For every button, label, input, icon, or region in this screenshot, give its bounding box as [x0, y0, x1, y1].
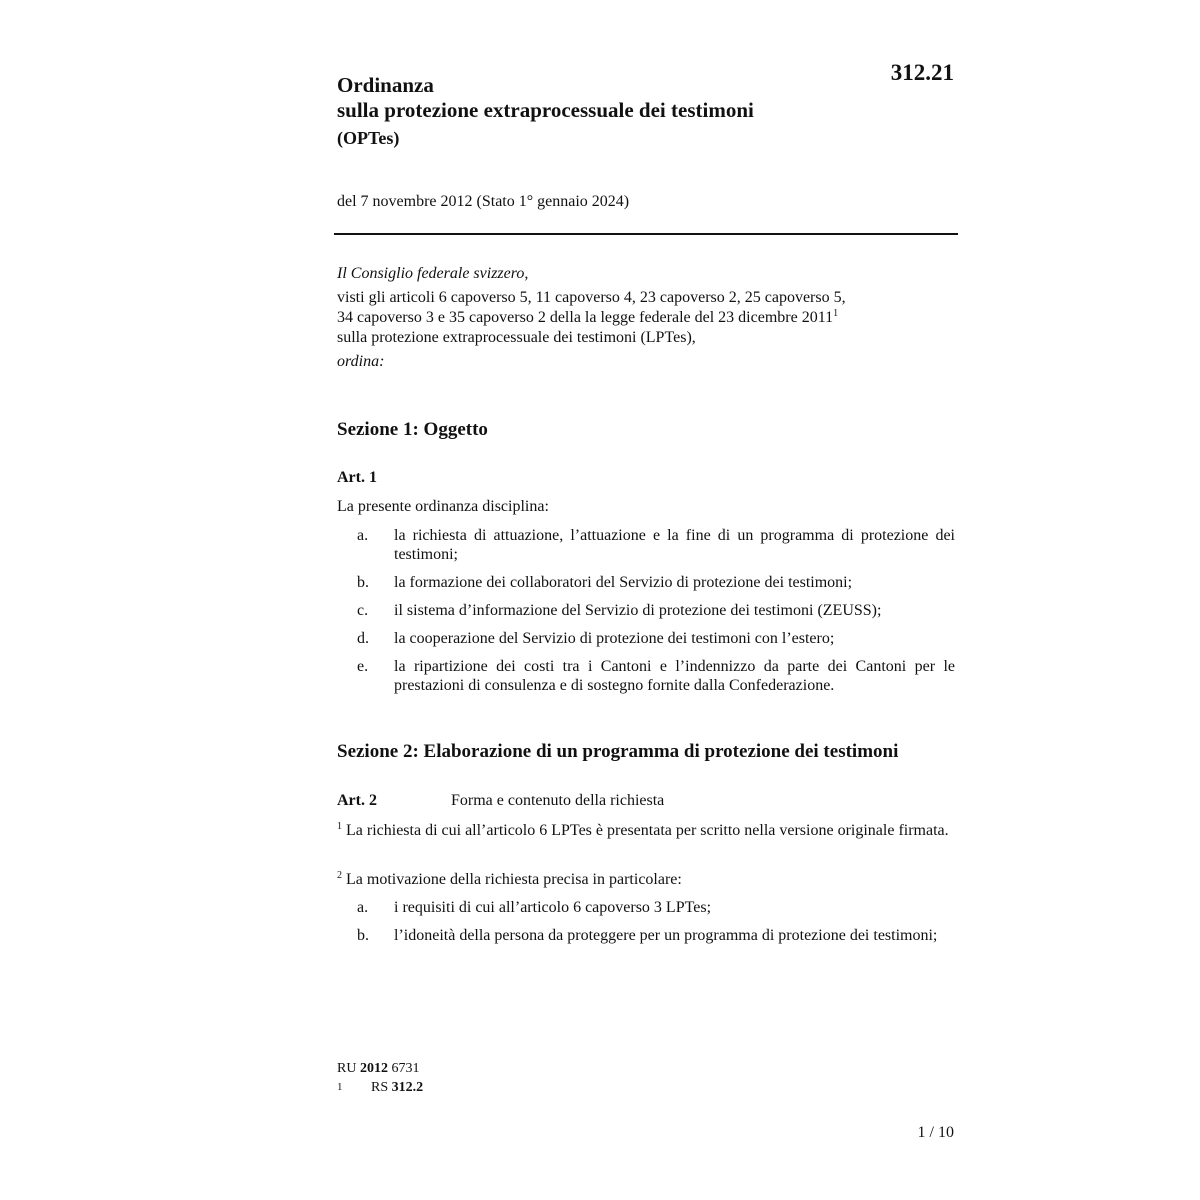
- footnotes: [337, 1059, 423, 1097]
- ru-prefix: RU: [337, 1061, 357, 1076]
- footnote-ref-1[interactable]: 1: [833, 308, 839, 319]
- paragraph-text: La richiesta di cui all’articolo 6 LPTes è presentata per scritto nella versione originale firmata.: [346, 822, 949, 839]
- section-2-heading: Sezione 2: Elaborazione di un programma di protezione dei testimoni: [337, 741, 899, 762]
- article-2-paragraph-2: [337, 870, 955, 889]
- footnote-1-mark: 1: [337, 1081, 343, 1093]
- list-item: [337, 573, 955, 592]
- title-abbreviation: (OPTes): [337, 128, 400, 148]
- list-item-letter: a.: [357, 899, 369, 916]
- preamble: [337, 264, 957, 372]
- ru-page: 6731: [391, 1061, 420, 1076]
- header-divider: [334, 233, 958, 235]
- list-item: [337, 629, 955, 648]
- list-item-letter: b.: [357, 574, 369, 591]
- footnote-1: [337, 1078, 423, 1097]
- preamble-ordains: ordina:: [337, 353, 385, 370]
- preamble-basis-line-2-text: 34 capoverso 3 e 35 capoverso 2 della la legge federale del 23 dicembre 2011: [337, 309, 834, 326]
- preamble-basis-line-2: [337, 308, 957, 328]
- section-1-heading: Sezione 1: Oggetto: [337, 419, 488, 440]
- list-item-text: la ripartizione dei costi tra i Cantoni e l’indennizzo da parte dei Cantoni per le prestazioni di consulenza e di sostegno fornite dalla Confederazione.: [394, 658, 955, 694]
- list-item: [337, 601, 955, 620]
- list-item-letter: e.: [357, 658, 369, 675]
- list-item: [337, 526, 955, 564]
- article-2-heading: [337, 792, 664, 810]
- paragraph-number: 1: [337, 821, 342, 832]
- article-2-paragraph-1: [337, 821, 955, 840]
- list-item-letter: a.: [357, 527, 369, 544]
- footnote-1-ref[interactable]: 312.2: [391, 1080, 424, 1095]
- list-item-text: il sistema d’informazione del Servizio di protezione dei testimoni (ZEUSS);: [394, 602, 882, 619]
- title-line-1: Ordinanza: [337, 73, 434, 97]
- footnote-1-text: [371, 1078, 423, 1097]
- article-1-number: Art. 1: [337, 469, 377, 486]
- preamble-basis-line-1: visti gli articoli 6 capoverso 5, 11 capoverso 4, 23 capoverso 2, 25 capoverso 5,: [337, 289, 846, 306]
- document-page: [337, 0, 957, 1200]
- preamble-authority: Il Consiglio federale svizzero,: [337, 265, 529, 282]
- article-2-number: Art. 2: [337, 792, 377, 809]
- sr-number: 312.21: [890, 60, 954, 85]
- list-item-text: la richiesta di attuazione, l’attuazione e la fine di un programma di protezione dei testimoni;: [394, 527, 955, 563]
- list-item-letter: b.: [357, 927, 369, 944]
- paragraph-number: 2: [337, 870, 342, 881]
- title-line-2: sulla protezione extraprocessuale dei testimoni: [337, 98, 754, 122]
- page-number: 1 / 10: [917, 1124, 954, 1141]
- list-item-letter: c.: [357, 602, 369, 619]
- list-item-letter: d.: [357, 630, 369, 647]
- preamble-basis-line-3: sulla protezione extraprocessuale dei testimoni (LPTes),: [337, 329, 696, 346]
- list-item: [337, 926, 955, 945]
- list-item-text: l’idoneità della persona da proteggere per un programma di protezione dei testimoni;: [394, 927, 938, 944]
- list-item: [337, 898, 955, 917]
- article-1-list: [337, 526, 955, 704]
- ru-reference: [337, 1059, 423, 1078]
- footnote-1-prefix: RS: [371, 1080, 389, 1095]
- article-1-heading: [337, 469, 451, 487]
- article-2-title: Forma e contenuto della richiesta: [451, 792, 665, 809]
- article-1-intro: La presente ordinanza disciplina:: [337, 498, 549, 515]
- list-item-text: la cooperazione del Servizio di protezione dei testimoni con l’estero;: [394, 630, 835, 647]
- list-item-text: la formazione dei collaboratori del Servizio di protezione dei testimoni;: [394, 574, 853, 591]
- paragraph-text: La motivazione della richiesta precisa in particolare:: [346, 871, 682, 888]
- title-block: [337, 73, 877, 150]
- list-item: [337, 657, 955, 695]
- ru-year: 2012: [359, 1061, 388, 1076]
- date-line: del 7 novembre 2012 (Stato 1° gennaio 2024): [337, 193, 630, 210]
- article-2-list: [337, 898, 955, 954]
- list-item-text: i requisiti di cui all’articolo 6 capoverso 3 LPTes;: [394, 899, 712, 916]
